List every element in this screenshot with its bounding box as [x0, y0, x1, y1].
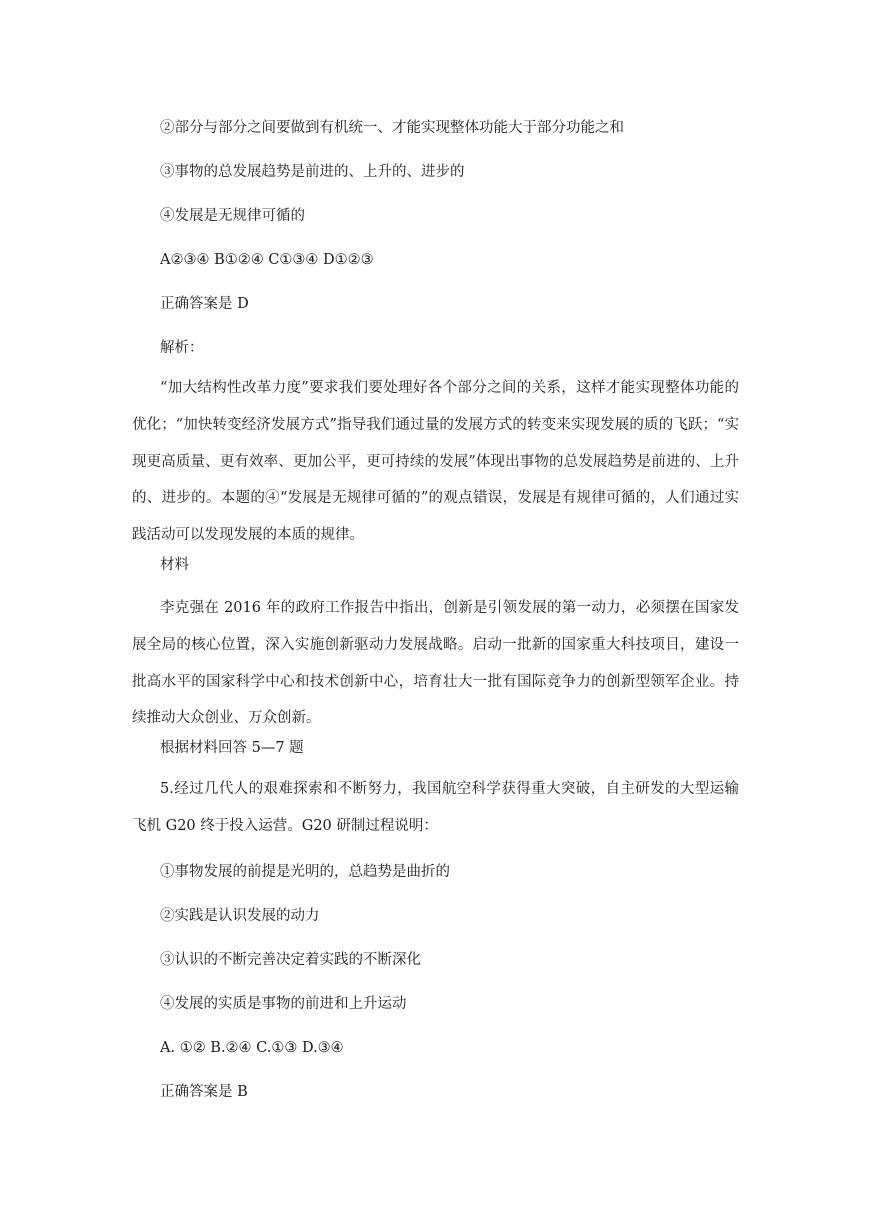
- q5-option-1: ①事物发展的前提是光明的，总趋势是曲折的: [160, 864, 450, 880]
- material-text: 李克强在 2016 年的政府工作报告中指出，创新是引领发展的第一动力，必须摆在国家发展全局的核心位置，深入实施创新驱动力发展战略。启动一批新的国家重大科技项目，建设一批高水平的国家科学中心和技术创新中心，培育壮大一批有国际竞争力的创新型领军企业。持续推动大众创业、万众创新。: [132, 600, 739, 727]
- q4-option-2: ②部分与部分之间要做到有机统一、才能实现整体功能大于部分功能之和: [160, 120, 624, 136]
- q4-choices: A②③④ B①②④ C①③④ D①②③: [160, 252, 374, 268]
- q4-option-3: ③事物的总发展趋势是前进的、上升的、进步的: [160, 164, 465, 180]
- material-label: 材料: [160, 557, 189, 573]
- q5-choices: A. ①② B.②④ C.①③ D.③④: [160, 1040, 344, 1056]
- q5-option-2: ②实践是认识发展的动力: [160, 908, 320, 924]
- q5-option-4: ④发展的实质是事物的前进和上升运动: [160, 996, 407, 1012]
- q5-stem: 5.经过几代人的艰难探索和不断努力，我国航空科学获得重大突破，自主研发的大型运输飞机 G20 终于投入运营。G20 研制过程说明：: [132, 781, 739, 834]
- q4-analysis-text: “加大结构性改革力度”要求我们要处理好各个部分之间的关系，这样才能实现整体功能的优化；“加快转变经济发展方式”指导我们通过量的发展方式的转变来实现发展的质的飞跃；“实现更高质量、更有效率、更加公平，更可持续的发展”体现出事物的总发展趋势是前进的、上升的、进步的。本题的④“发展是无规律可循的”的观点错误，发展是有规律可循的，人们通过实践活动可以发现发展的本质的规律。: [132, 380, 739, 544]
- q4-answer: 正确答案是 D: [160, 296, 249, 312]
- q4-analysis-label: 解析：: [160, 340, 204, 356]
- q5-answer: 正确答案是 B: [160, 1084, 248, 1100]
- material-instruction: 根据材料回答 5—7 题: [160, 740, 304, 756]
- q4-option-4: ④发展是无规律可循的: [160, 208, 305, 224]
- q5-option-3: ③认识的不断完善决定着实践的不断深化: [160, 952, 421, 968]
